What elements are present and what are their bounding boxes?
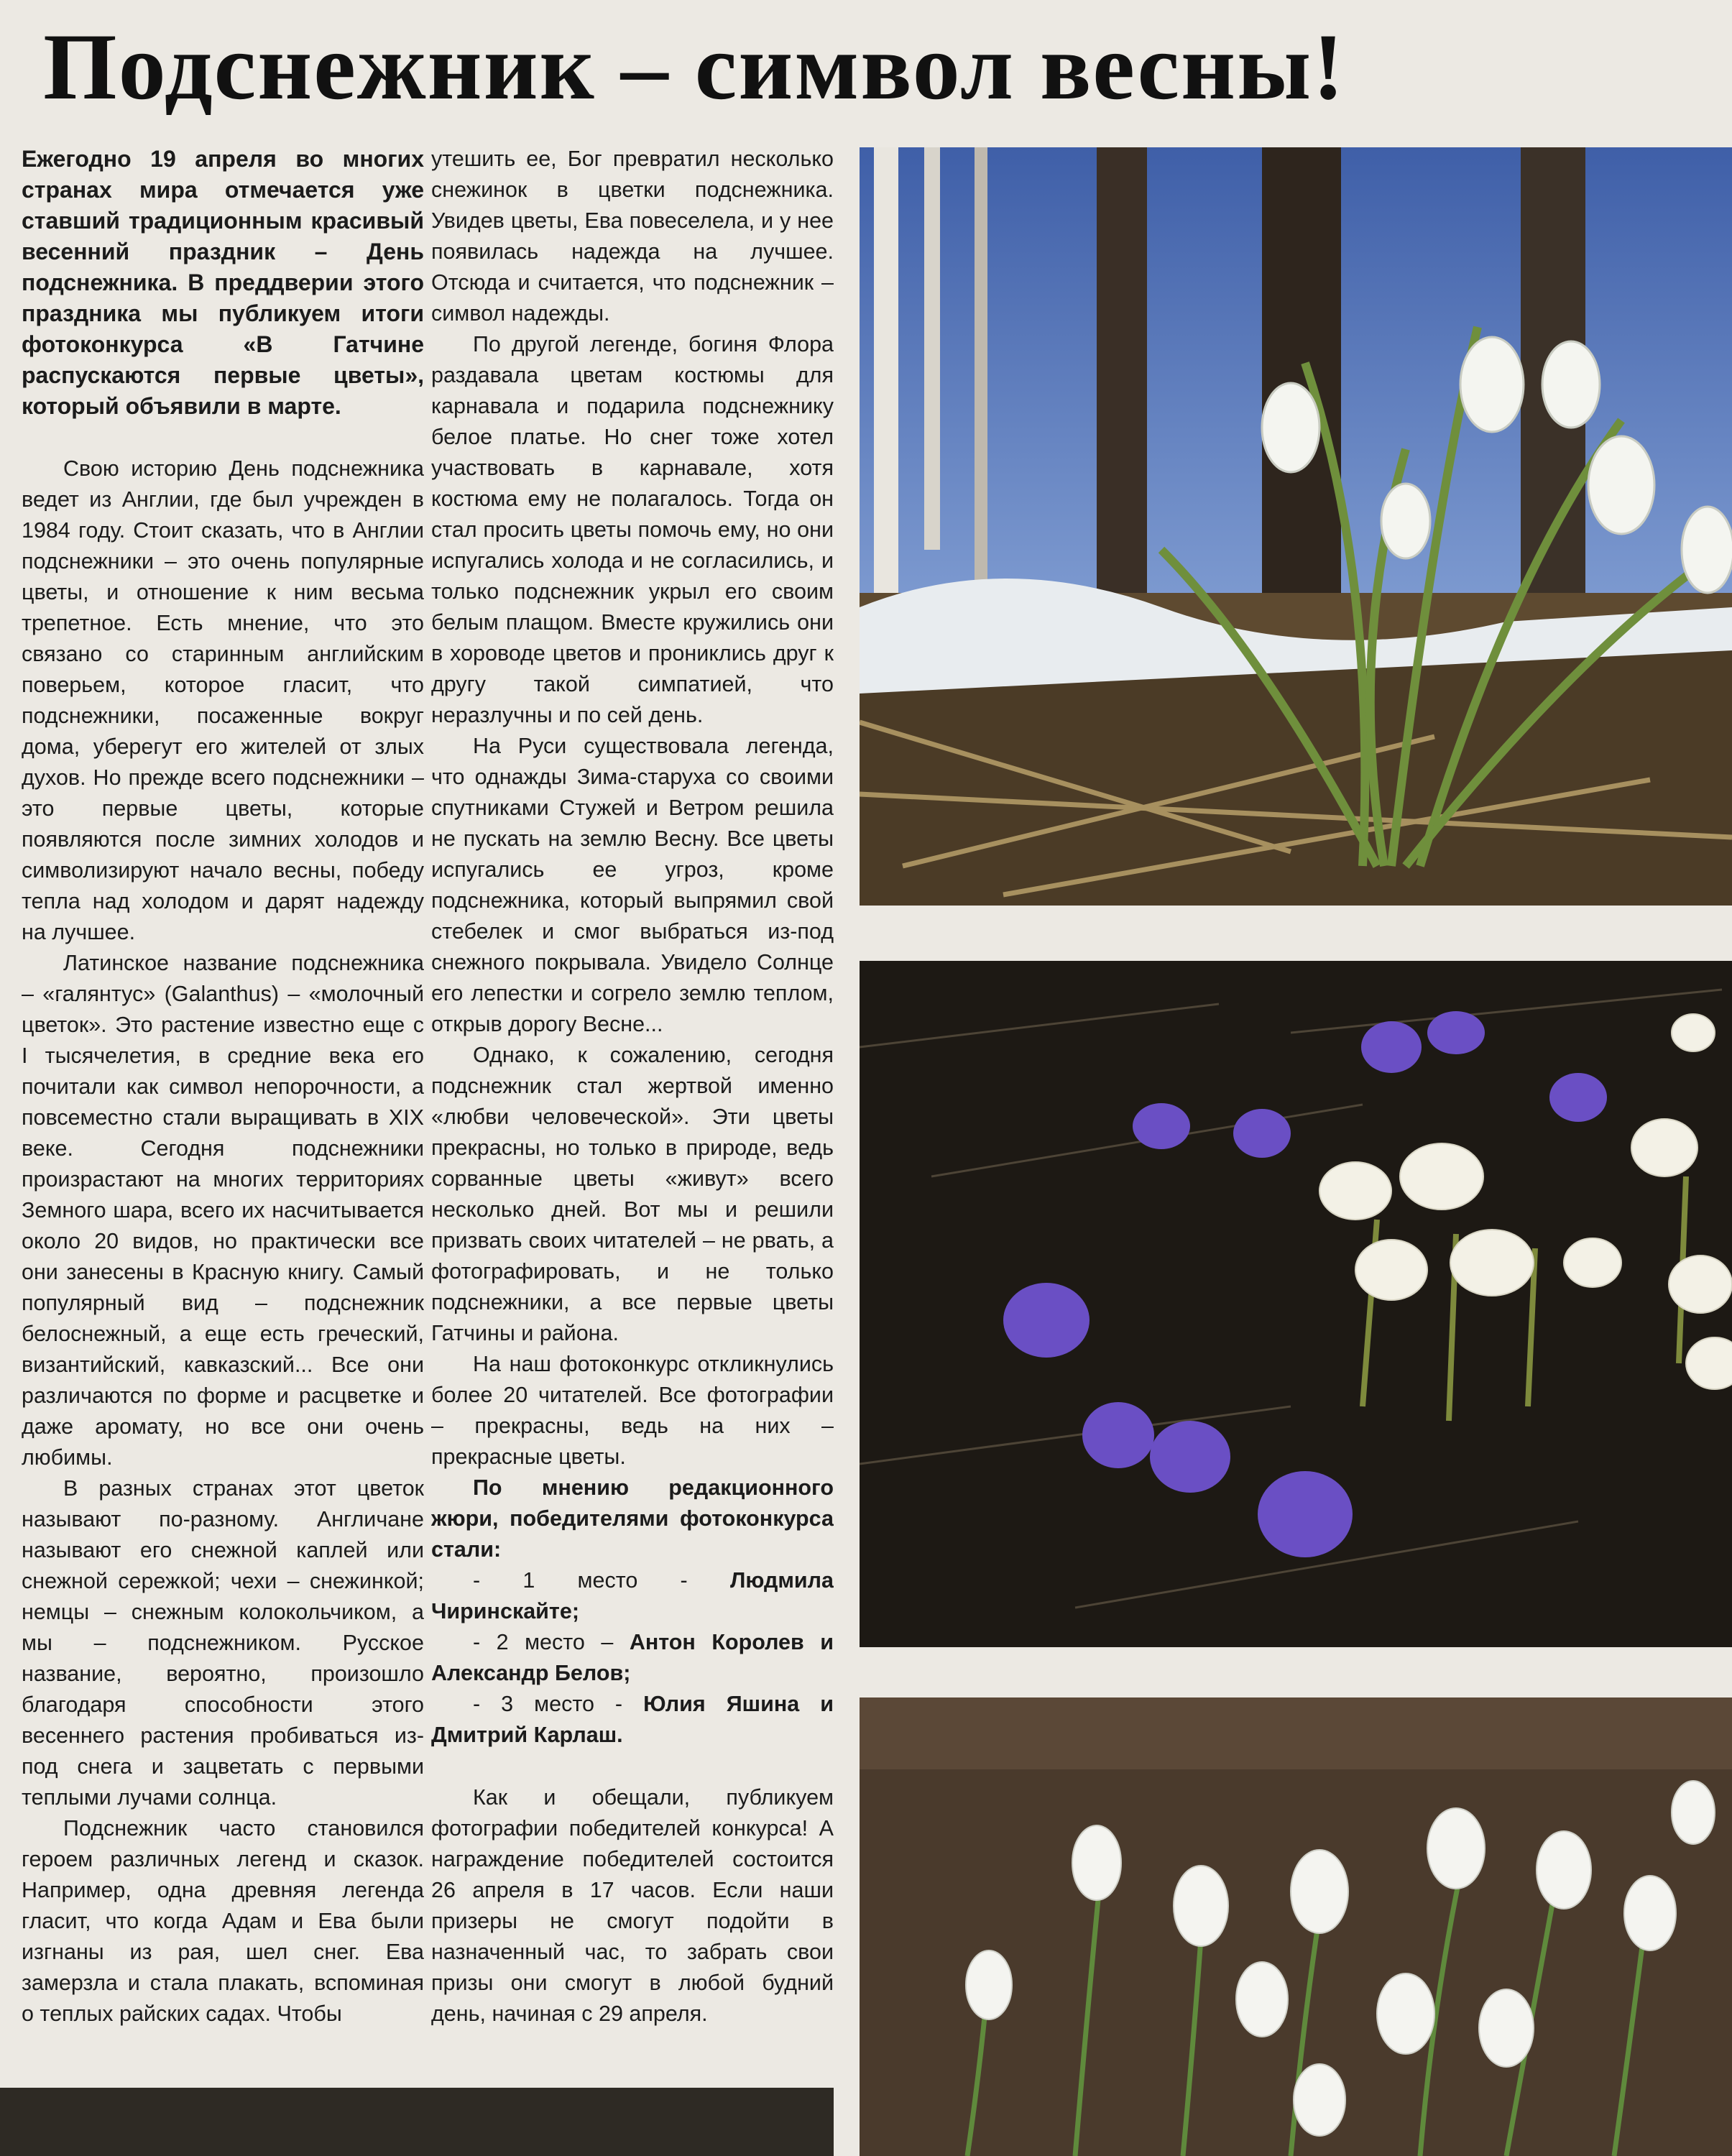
body-paragraph: На Руси существовала легенда, что однажды Зима-старуха со своими спутниками Стужей и Ветром решила не пускать на землю Весну. Все цветы испугались ее угроз, кроме подснежника, который выпрямил свой стебелек и смог выбраться из-под снежного покрывала. Увидело Солнце его лепестки и согрело землю теплом, открыв дорогу Весне... — [431, 734, 834, 1036]
photo-crocuses — [860, 961, 1732, 1647]
winner-2: - 2 место – Антон Королев и Александр Белов; — [431, 1630, 834, 1685]
article-column-1 — [22, 144, 424, 2084]
body-paragraph: На наш фотоконкурс откликнулись более 20 читателей. Все фотографии – прекрасны, ведь на них – прекрасные цветы. — [431, 1352, 834, 1469]
lead-paragraph: Ежегодно 19 апреля во многих странах мира отмечается уже ставший традиционным красивый весенний праздник – День подснежника. В преддверии этого праздника мы публикуем итоги фотоконкурса «В Гатчине распускаются первые цветы», который объявили в марте. — [22, 146, 424, 419]
body-paragraph: Подснежник часто становился героем различных легенд и сказок. Например, одна древняя легенда гласит, что когда Адам и Ева были изгнаны из рая, шел снег. Ева замерзла и стала плакать, вспоминая о теплых райских садах. Чтобы — [22, 1816, 424, 2026]
body-paragraph: По другой легенде, богиня Флора раздавала цветам костюмы для карнавала и подарила подснежнику белое платье. Но снег тоже хотел участвовать в карнавале, хотя костюма ему не полагалось. Тогда он стал просить цветы помочь ему, но они испугались холода и не согласились, и только подснежник укрыл его своим белым плащом. Вместе кружились они в хороводе цветов и прониклись друг к другу такой симпатией, что неразлучны и по сей день. — [431, 332, 834, 727]
body-paragraph: В разных странах этот цветок называют по-разному. Англичане называют его снежной каплей или снежной сережкой; чехи – снежинкой; немцы – снежным колокольчиком, а мы – подснежником. Русское название, вероятно, произошло благодаря способности этого весеннего растения пробиваться из-под снега и зацветать с первыми теплыми лучами солнца. — [22, 1476, 424, 1810]
closing-paragraph: Как и обещали, публикуем фотографии победителей конкурса! А награждение победителей состоится 26 апреля в 17 часов. Если наши призеры не смогут подойти в назначенный час, то забрать свои призы они смогут в любой будний день, начиная с 29 апреля. — [431, 1785, 834, 2026]
body-paragraph: утешить ее, Бог превратил несколько снежинок в цветки подснежника. Увидев цветы, Ева повеселела, и у нее появилась надежда на лучшее. Отсюда и считается, что подснежник – символ надежды. — [431, 147, 834, 326]
page-title: Подснежник – символ весны! — [43, 14, 1346, 119]
body-paragraph: Однако, к сожалению, сегодня подснежник стал жертвой именно «любви человеческой». Эти цветы прекрасны, но только в природе, ведь сорванные цветы «живут» всего несколько дней. Вот мы и решили призвать своих читателей – не рвать, а фотографировать, и не только подснежники, а все первые цветы Гатчины и района. — [431, 1043, 834, 1345]
body-paragraph: Свою историю День подснежника ведет из Англии, где был учрежден в 1984 году. Стоит сказать, что в Англии подснежники – это очень популярные цветы, и отношение к ним весьма трепетное. Есть мнение, что это связано со старинным английским поверьем, которое гласит, что подснежники, посаженные вокруг дома, уберегут его жителей от злых духов. Но прежде всего подснежники – это первые цветы, которые появляются после зимних холодов и символизируют начало весны, победу тепла над холодом и дарят надежду на лучшее. — [22, 456, 424, 944]
jury-statement: По мнению редакционного жюри, победителями фотоконкурса стали: — [431, 1475, 834, 1562]
photo-snowdrops-snow — [860, 147, 1732, 906]
photo-strip-bottom — [0, 2088, 834, 2156]
photo-snowdrops-ground — [860, 1697, 1732, 2156]
body-paragraph: Латинское название подснежника – «галянтус» (Galanthus) – «молочный цветок». Это растение известно еще с I тысячелетия, в средние века его почитали как символ непорочности, а повсеместно стали выращивать в XIX веке. Сегодня подснежники произрастают на многих территориях Земного шара, всего их насчитывается около 20 видов, но практически все они занесены в Красную книгу. Самый популярный вид – подснежник белоснежный, а еще есть греческий, византийский, кавказский... Все они различаются по форме и расцветке и даже аромату, но все они очень любимы. — [22, 951, 424, 1470]
winner-3: - 3 место - Юлия Яшина и Дмитрий Карлаш. — [431, 1692, 834, 1747]
article-column-2 — [431, 144, 834, 2084]
winner-1: - 1 место - Людмила Чиринскайте; — [431, 1568, 834, 1623]
